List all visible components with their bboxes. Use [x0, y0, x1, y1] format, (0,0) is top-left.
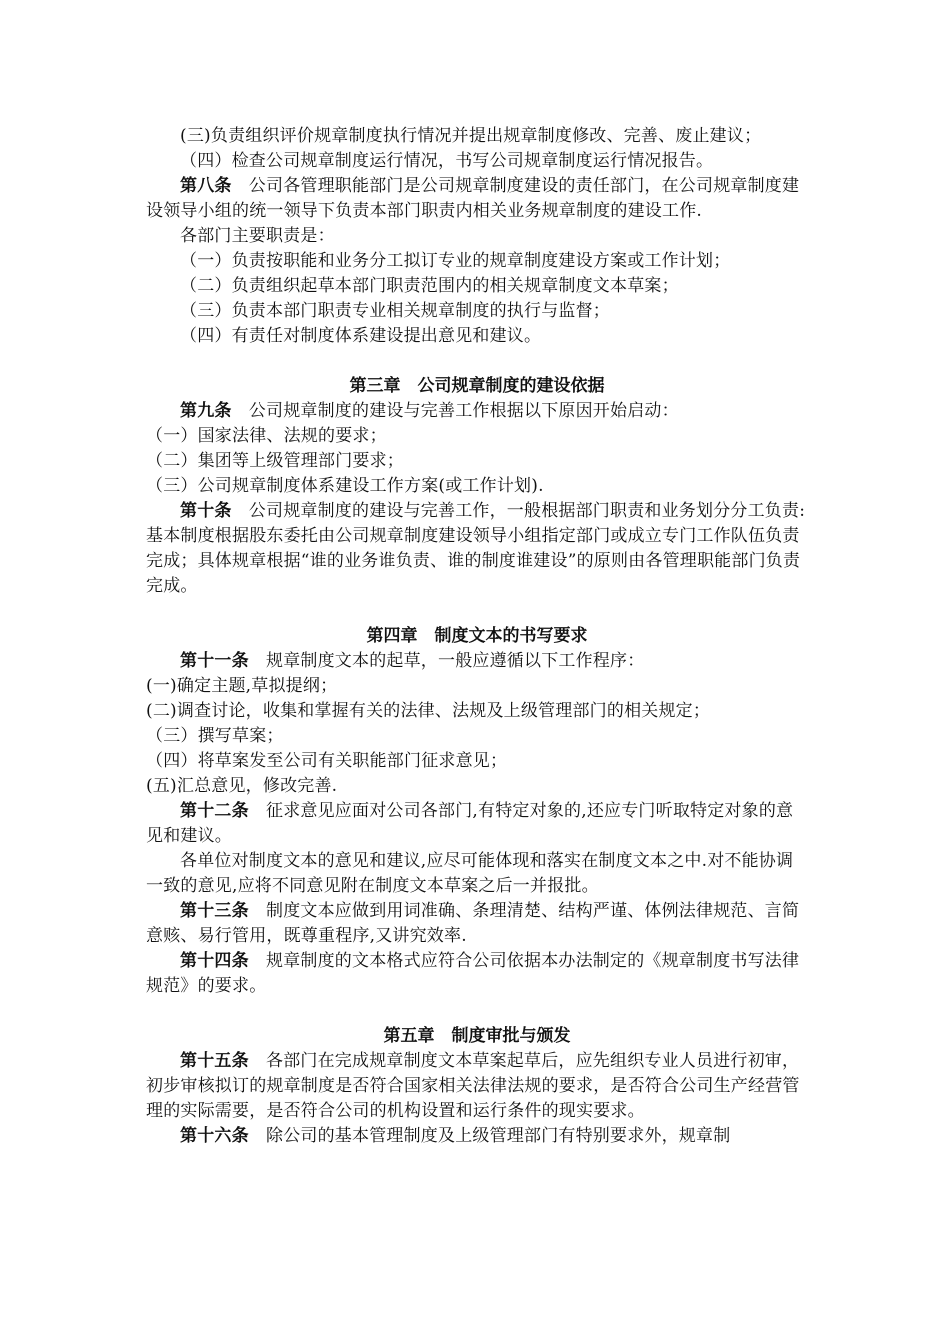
article-9-item-1: （一）国家法律、法规的要求；: [146, 426, 387, 446]
article-8-duties-intro: 各部门主要职责是：: [180, 226, 335, 246]
article-13: [146, 899, 808, 949]
article-8-label: 第八条: [180, 176, 232, 196]
article-8: [146, 174, 808, 224]
article-15-text: 各部门在完成规章制度文本草案起草后，应先组织专业人员进行初审，初步审核拟订的规章制度是否符合国家相关法律法规的要求，是否符合公司生产经营管理的实际需要，是否符合公司的机构设置和运行条件的现实要求。: [146, 1051, 800, 1121]
article-12-label: 第十二条: [180, 801, 249, 821]
article-14-text: 规章制度的文本格式应符合公司依据本办法制定的《规章制度书写法律规范》的要求。: [146, 951, 800, 996]
article-11: [146, 649, 808, 674]
article-12-text: 征求意见应面对公司各部门,有特定对象的,还应专门听取特定对象的意见和建议。: [146, 801, 794, 846]
article-8-text: 公司各管理职能部门是公司规章制度建设的责任部门，在公司规章制度建设领导小组的统一领导下负责本部门职责内相关业务规章制度的建设工作.: [146, 176, 800, 221]
article-9-text: 公司规章制度的建设与完善工作根据以下原因开始启动：: [231, 401, 679, 421]
duty-item-3: (三)负责组织评价规章制度执行情况并提出规章制度修改、完善、废止建议；: [180, 126, 762, 146]
article-16-label: 第十六条: [180, 1126, 249, 1146]
article-15: [146, 1049, 808, 1124]
article-14-label: 第十四条: [180, 951, 249, 971]
article-9: [146, 399, 808, 424]
article-13-label: 第十三条: [180, 901, 249, 921]
document-body: [146, 124, 808, 1149]
article-8-duty-2: （二）负责组织起草本部门职责范围内的相关规章制度文本草案；: [180, 276, 679, 296]
article-13-text: 制度文本应做到用词准确、条理清楚、结构严谨、体例法律规范、言简意赅、易行管用，既尊重程序,又讲究效率.: [146, 901, 800, 946]
article-11-item-2: (二)调查讨论，收集和掌握有关的法律、法规及上级管理部门的相关规定；: [146, 701, 711, 721]
chapter-4-title: 第四章 制度文本的书写要求: [366, 626, 588, 646]
article-9-item-3: （三）公司规章制度体系建设工作方案(或工作计划).: [146, 476, 544, 496]
article-14: [146, 949, 808, 999]
article-11-item-4: （四）将草案发至公司有关职能部门征求意见；: [146, 751, 508, 771]
chapter-5-title: 第五章 制度审批与颁发: [383, 1026, 571, 1046]
article-9-item-2: （二）集团等上级管理部门要求；: [146, 451, 404, 471]
article-8-duty-3: （三）负责本部门职责专业相关规章制度的执行与监督；: [180, 301, 610, 321]
article-10: [146, 499, 808, 599]
article-10-text: 公司规章制度的建设与完善工作，一般根据部门职责和业务划分分工负责:基本制度根据股东委托由公司规章制度建设领导小组指定部门或成立专门工作队伍负责完成；具体规章根据“谁的业务谁负责、谁的制度谁建设”的原则由各管理职能部门负责完成。: [146, 501, 806, 596]
chapter-3-title: 第三章 公司规章制度的建设依据: [349, 376, 605, 396]
article-10-label: 第十条: [180, 501, 232, 521]
article-8-duty-4: （四）有责任对制度体系建设提出意见和建议。: [180, 326, 542, 346]
article-15-label: 第十五条: [180, 1051, 249, 1071]
article-16-text: 除公司的基本管理制度及上级管理部门有特别要求外，规章制: [248, 1126, 731, 1146]
article-11-item-3: （三）撰写草案；: [146, 726, 284, 746]
article-12: [146, 799, 808, 849]
article-16: [146, 1124, 808, 1149]
article-11-item-5: (五)汇总意见，修改完善.: [146, 776, 338, 796]
article-12-text-2: 各单位对制度文本的意见和建议,应尽可能体现和落实在制度文本之中.对不能协调一致的意见,应将不同意见附在制度文本草案之后一并报批。: [146, 851, 794, 896]
article-9-label: 第九条: [180, 401, 232, 421]
article-8-duty-1: （一）负责按职能和业务分工拟订专业的规章制度建设方案或工作计划；: [180, 251, 731, 271]
duty-item-4: （四）检查公司规章制度运行情况，书写公司规章制度运行情况报告。: [180, 151, 714, 171]
article-11-label: 第十一条: [180, 651, 249, 671]
article-11-item-1: (一)确定主题,草拟提纲；: [146, 676, 338, 696]
article-11-text: 规章制度文本的起草，一般应遵循以下工作程序：: [248, 651, 645, 671]
